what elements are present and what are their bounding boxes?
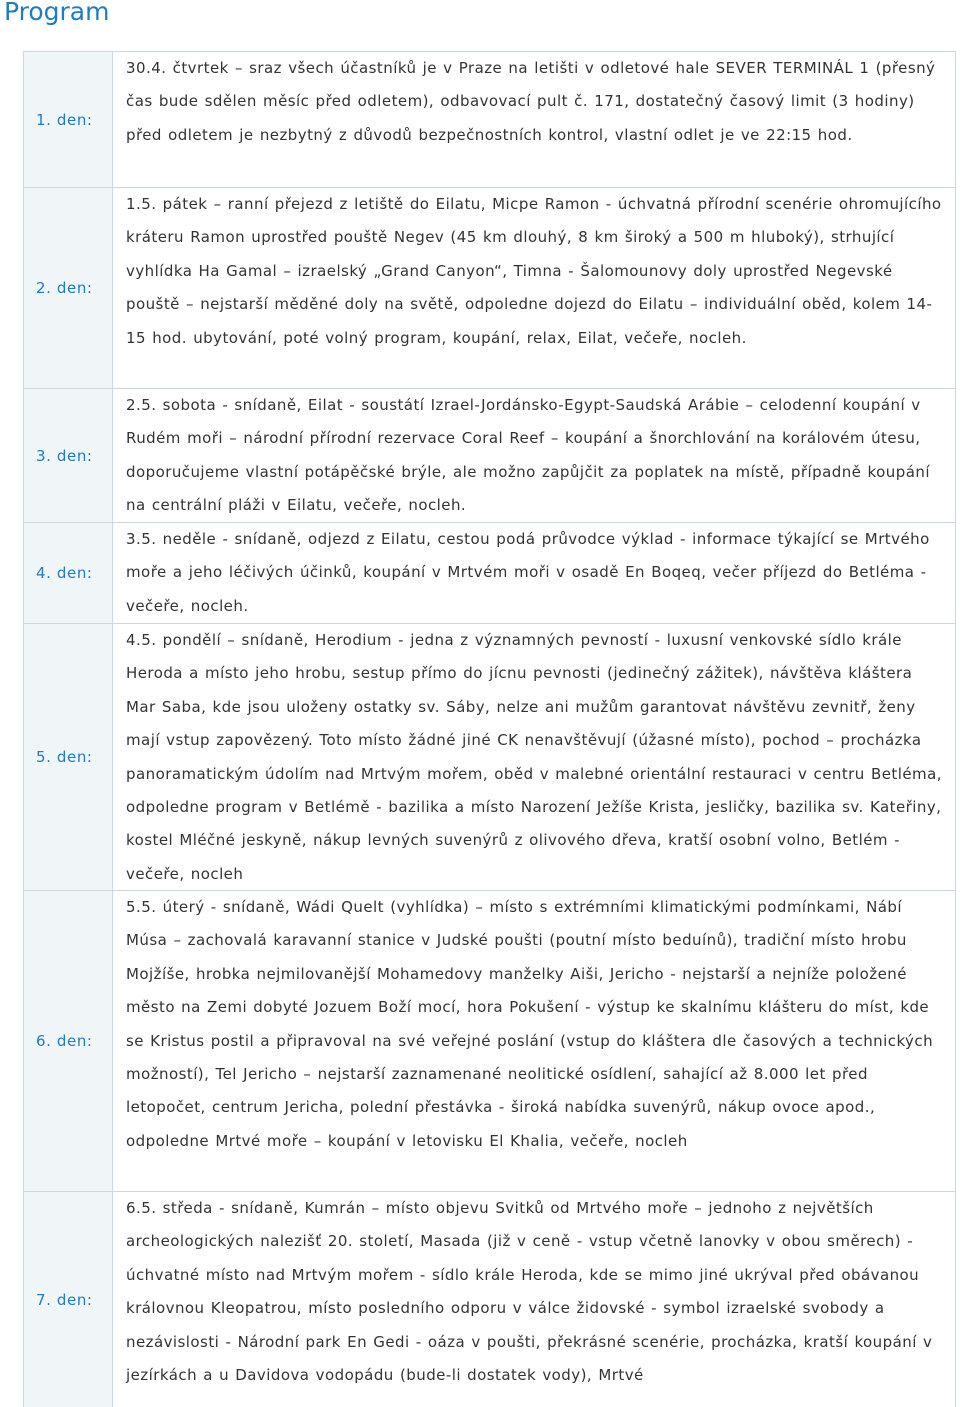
- day-description: 30.4. čtvrtek – sraz všech účastníků je v Praze na letišti v odletové hale SEVER TERMINÁL 1 (přesný čas bude sdělen měsíc před odletem), odbavovací pult č. 171, dostatečný časový limit (3 hodiny) před odletem je nezbytný z důvodů bezpečnostních kontrol, vlastní odlet je ve 22:15 hod.: [126, 59, 936, 144]
- day-description: 1.5. pátek – ranní přejezd z letiště do Eilatu, Micpe Ramon - úchvatná přírodní scenérie ohromujícího kráteru Ramon uprostřed pouště Negev (45 km dlouhý, 8 km široký a 500 m hluboký), strhující vyhlídka Ha Gamal – izraelský „Grand Canyon“, Timna - Šalomounovy doly uprostřed Negevské pouště – nejstarší měděné doly na světě, odpoledne dojezd do Eilatu – individuální oběd, kolem 14-15 hod. ubytování, poté volný program, koupání, relax, Eilat, večeře, nocleh.: [126, 195, 942, 347]
- day-label: 6. den:: [23, 891, 113, 1191]
- program-row-day-4: [23, 523, 955, 624]
- day-label: 4. den:: [23, 523, 113, 623]
- program-row-day-3: [23, 389, 955, 523]
- program-row-day-5: [23, 624, 955, 891]
- day-description: 2.5. sobota - snídaně, Eilat - soustátí Izrael-Jordánsko-Egypt-Saudská Arábie – celodenní koupání v Rudém moři – národní přírodní rezervace Coral Reef – koupání a šnorchlování na korálovém útesu, doporučujeme vlastní potápěčské brýle, ale možno zapůjčit za poplatek na místě, případně koupání na centrální pláži v Eilatu, večeře, nocleh.: [126, 396, 930, 515]
- program-row-day-6: [23, 891, 955, 1192]
- day-description: 6.5. středa - snídaně, Kumrán – místo objevu Svitků od Mrtvého moře – jednoho z největších archeologických nalezišť 20. století, Masada (již v ceně - vstup včetně lanovky v obou směrech) - úchvatné místo nad Mrtvým mořem - sídlo krále Heroda, kde se mimo jiné ukrýval před obávanou královnou Kleopatrou, místo posledního odporu v válce židovské - symbol izraelské svobody a nezávislosti - Národní park En Gedi - oáza v poušti, překrásné scenérie, procházka, kratší koupání v jezírkách a u Davidova vodopádu (bude-li dostatek vody), Mrtvé: [126, 1199, 933, 1385]
- program-row-day-2: [23, 188, 955, 389]
- day-description: 3.5. neděle - snídaně, odjezd z Eilatu, cestou podá průvodce výklad - informace týkající se Mrtvého moře a jeho léčivých účinků, koupání v Mrtvém moři v osadě En Boqeq, večer příjezd do Betléma - večeře, nocleh.: [126, 530, 930, 615]
- program-row-day-1: [23, 52, 955, 188]
- program-row-day-7: [23, 1192, 955, 1407]
- page-title: Program: [4, 0, 110, 26]
- day-label: 2. den:: [23, 188, 113, 388]
- day-label: 7. den:: [23, 1192, 113, 1407]
- day-label: 3. den:: [23, 389, 113, 522]
- day-label: 1. den:: [23, 52, 113, 187]
- day-description: 5.5. úterý - snídaně, Wádi Quelt (vyhlídka) – místo s extrémními klimatickými podmínkami, Nábí Músa – zachovalá karavanní stanice v Judské poušti (poutní místo beduínů), tradiční místo hrobu Mojžíše, hrobka nejmilovanější Mohamedovy manželky Aiši, Jericho - nejstarší a nejníže položené město na Zemi dobyté Jozuem Boží mocí, hora Pokušení - výstup ke skalnímu klášteru do míst, kde se Kristus postil a připravoval na své veřejné poslání (vstup do kláštera dle časových a technických možností), Tel Jericho – nejstarší zaznamenané neolitické osídlení, sahající až 8.000 let před letopočet, centrum Jericha, polední přestávka - široká nabídka suvenýrů, nákup ovoce apod., odpoledne Mrtvé moře – koupání v letovisku El Khalia, večeře, nocleh: [126, 898, 934, 1150]
- program-table: [23, 51, 956, 1407]
- day-label: 5. den:: [23, 624, 113, 890]
- day-description: 4.5. pondělí – snídaně, Herodium - jedna z významných pevností - luxusní venkovské sídlo krále Heroda a místo jeho hrobu, sestup přímo do jícnu pevnosti (jedinečný zážitek), návštěva kláštera Mar Saba, kde jsou uloženy ostatky sv. Sáby, nelze ani mužům garantovat návštěvu zevnitř, ženy mají vstup zapovězený. Toto místo žádné jiné CK nenavštěvují (úžasné místo), pochod – procházka panoramatickým údolím nad Mrtvým mořem, oběd v malebné orientální restauraci v centru Betléma, odpoledne program v Betlémě - bazilika a místo Narození Ježíše Krista, jesličky, bazilika sv. Kateřiny, kostel Mléčné jeskyně, nákup levných suvenýrů z olivového dřeva, kratší osobní volno, Betlém - večeře, nocleh: [126, 631, 942, 883]
